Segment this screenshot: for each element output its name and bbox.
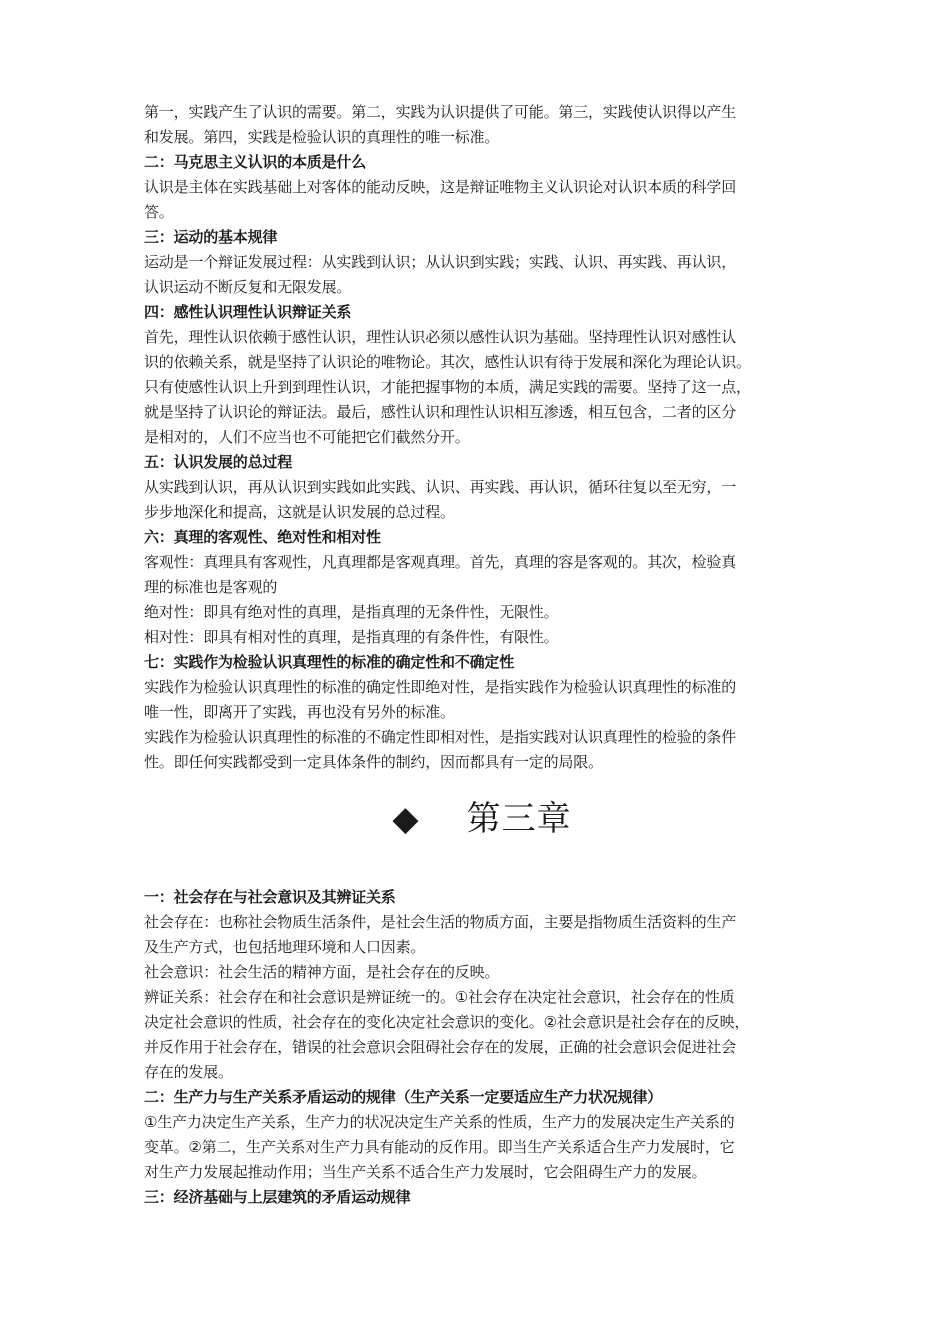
section-heading: 七：实践作为检验认识真理性的标准的确定性和不确定性 [144,653,515,671]
text-line: 从实践到认识，再从认识到实践如此实践、认识、再实践、再认识，循环往复以至无穷，一 [144,478,737,496]
text-line: 理的标准也是客观的 [144,578,278,596]
text-line: 相对性：即具有相对性的真理，是指真理的有条件性，有限性。 [144,628,559,646]
paragraph [144,1110,820,1185]
text-line: 并反作用于社会存在，错误的社会意识会阻碍社会存在的发展，正确的社会意识会促进社会 [144,1038,737,1056]
paragraph [144,675,820,725]
text-line: 认识运动不断反复和无限发展。 [144,278,352,296]
text-line: 辨证关系：社会存在和社会意识是辨证统一的。①社会存在决定社会意识，社会存在的性质 [144,988,735,1006]
section [144,150,820,225]
paragraph [144,960,820,985]
text-line: 变革。②第二，生产关系对生产力具有能动的反作用。即当生产关系适合生产力发展时，它 [144,1138,735,1156]
section [144,650,820,775]
text-line: 唯一性，即离开了实践，再也没有另外的标准。 [144,703,455,721]
intro-paragraph [144,100,820,150]
text-line: 实践作为检验认识真理性的标准的确定性即绝对性，是指实践作为检验认识真理性的标准的 [144,678,737,696]
paragraph [144,250,820,300]
text-line: 及生产方式，也包括地理环境和人口因素。 [144,938,426,956]
text-line: 是相对的，人们不应当也不可能把它们截然分开。 [144,428,470,446]
text-line: 决定社会意识的性质，社会存在的变化决定社会意识的变化。②社会意识是社会存在的反映， [144,1013,750,1031]
chapter-heading [144,779,820,859]
text-line: 运动是一个辩证发展过程：从实践到认识；从认识到实践；实践、认识、再实践、再认识， [144,253,737,271]
chapter-title: 第三章 [466,799,572,839]
paragraph [144,475,820,525]
text-line: 客观性：真理具有客观性，凡真理都是客观真理。首先，真理的容是客观的。其次，检验真 [144,553,737,571]
text-line: 存在的发展。 [144,1063,233,1081]
text-line: 首先，理性认识依赖于感性认识，理性认识必须以感性认识为基础。坚持理性认识对感性认 [144,328,737,346]
text-line: 实践作为检验认识真理性的标准的不确定性即相对性，是指实践对认识真理性的检验的条件 [144,728,737,746]
diamond-icon: ◆ [392,799,419,839]
text-line: 绝对性：即具有绝对性的真理，是指真理的无条件性，无限性。 [144,603,559,621]
section-heading: 三：经济基础与上层建筑的矛盾运动规律 [144,1188,411,1206]
text-line: 答。 [144,203,174,221]
paragraph [144,550,820,600]
document-page [144,100,820,1210]
paragraph [144,910,820,960]
paragraph [144,325,820,450]
section [144,1085,820,1185]
text-line: 社会意识：社会生活的精神方面，是社会存在的反映。 [144,963,500,981]
section-heading: 五：认识发展的总过程 [144,453,293,471]
section-heading: 二：生产力与生产关系矛盾运动的规律（生产关系一定要适应生产力状况规律） [144,1088,663,1106]
paragraph [144,985,820,1085]
text-line: 步步地深化和提高，这就是认识发展的总过程。 [144,503,455,521]
section-heading: 二：马克思主义认识的本质是什么 [144,153,367,171]
section-heading: 一：社会存在与社会意识及其辨证关系 [144,888,396,906]
section [144,225,820,300]
text-line: 对生产力发展起推动作用；当生产关系不适合生产力发展时，它会阻碍生产力的发展。 [144,1163,707,1181]
section-heading: 三：运动的基本规律 [144,228,278,246]
paragraph [144,175,820,225]
paragraph [144,625,820,650]
section [144,885,820,1085]
text-line: 社会存在：也称社会物质生活条件，是社会生活的物质方面，主要是指物质生活资料的生产 [144,913,737,931]
chapter-two-sections [144,150,820,775]
paragraph [144,600,820,625]
text-line: 性。即任何实践都受到一定具体条件的制约，因而都具有一定的局限。 [144,753,603,771]
section-heading: 六：真理的客观性、绝对性和相对性 [144,528,381,546]
section [144,300,820,450]
text-line: ①生产力决定生产关系，生产力的状况决定生产关系的性质，生产力的发展决定生产关系的 [144,1113,735,1131]
text-line: 认识是主体在实践基础上对客体的能动反映，这是辩证唯物主义认识论对认识本质的科学回 [144,178,737,196]
text-line: 第一，实践产生了认识的需要。第二，实践为认识提供了可能。第三，实践使认识得以产生 [144,103,737,121]
text-line: 只有使感性认识上升到到理性认识，才能把握事物的本质，满足实践的需要。坚持了这一点， [144,378,751,396]
paragraph [144,725,820,775]
chapter-three-sections [144,885,820,1210]
section [144,525,820,650]
section [144,450,820,525]
text-line: 识的依赖关系，就是坚持了认识论的唯物论。其次，感性认识有待于发展和深化为理论认识。 [144,353,751,371]
text-line: 就是坚持了认识论的辩证法。最后，感性认识和理性认识相互渗透，相互包含，二者的区分 [144,403,737,421]
section [144,1185,820,1210]
section-heading: 四：感性认识理性认识辩证关系 [144,303,352,321]
text-line: 和发展。第四，实践是检验认识的真理性的唯一标准。 [144,128,500,146]
